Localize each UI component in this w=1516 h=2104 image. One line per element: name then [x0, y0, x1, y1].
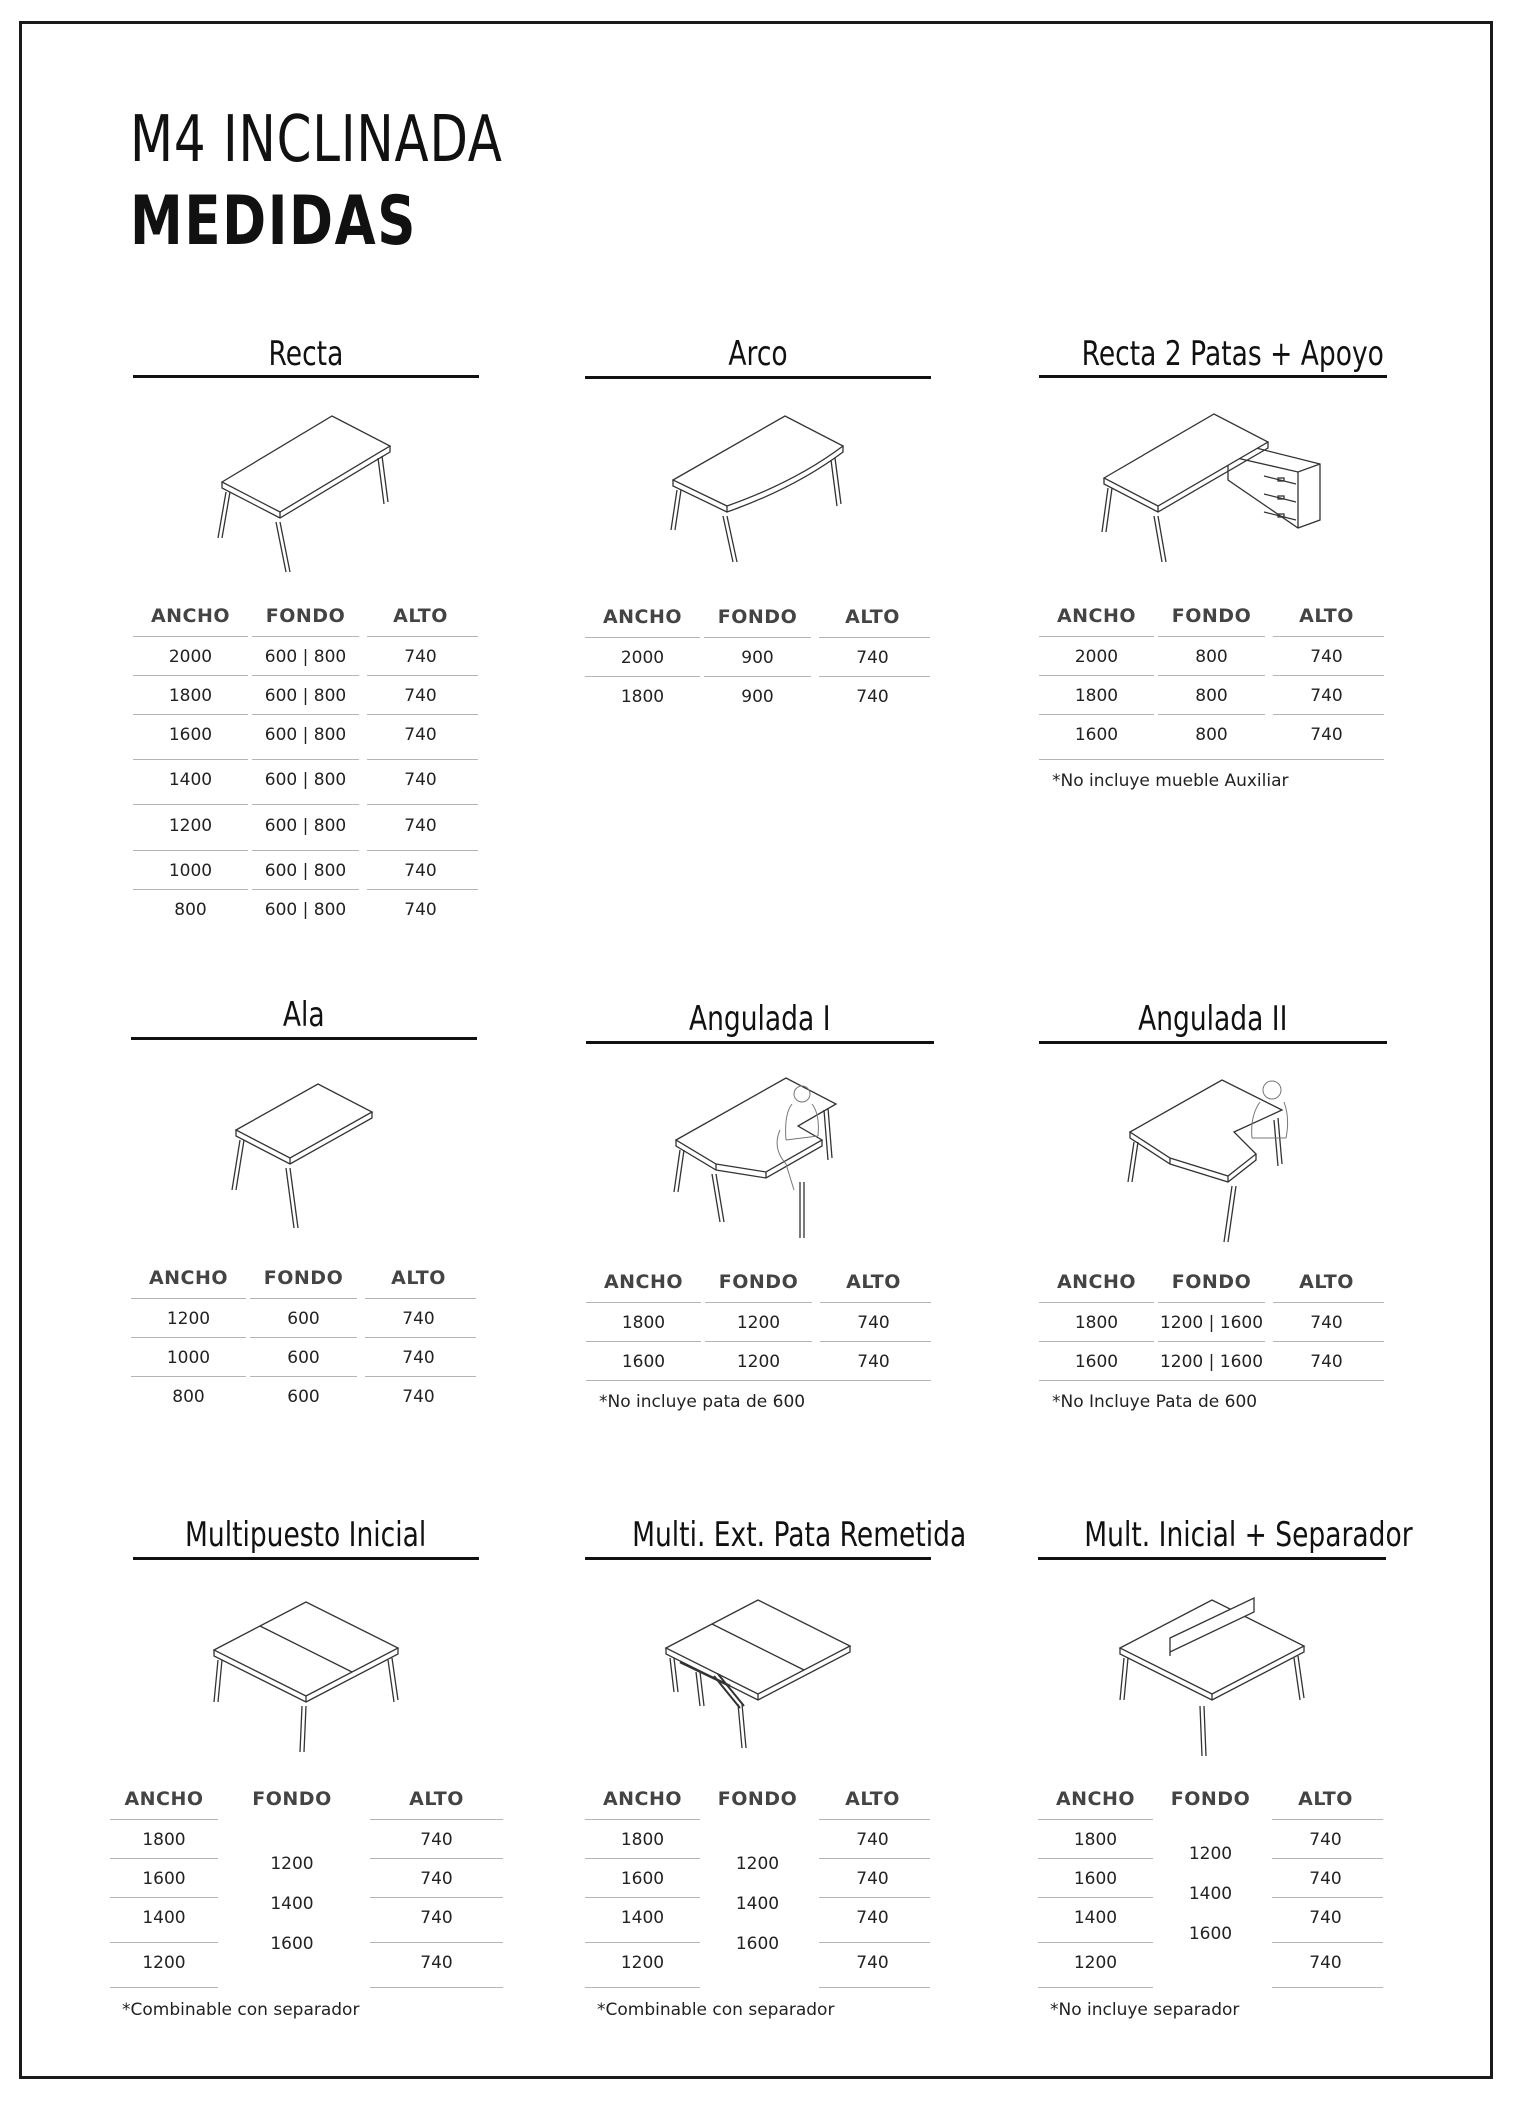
table-cell: 740 [404, 861, 437, 881]
note-angulada-ii: *No Incluye Pata de 600 [1052, 1392, 1258, 1412]
table-cell: 600 | 800 [264, 686, 347, 706]
desk-multipuesto-inicial-drawing [208, 1598, 408, 1758]
section-title-angulada-ii: Angulada II [1138, 999, 1288, 1039]
table-cell: 1600 [168, 725, 213, 745]
table-cell: 740 [856, 687, 889, 707]
section-title-multi-ext: Multi. Ext. Pata Remetida [632, 1515, 967, 1555]
col-header-fondo: FONDO [1170, 1788, 1251, 1810]
table-cell: 740 [857, 1313, 890, 1333]
table-cell: 1600 [735, 1934, 780, 1954]
table-cell: 600 | 800 [264, 770, 347, 790]
table-cell: 1400 [270, 1894, 314, 1914]
desk-recta-drawing [210, 410, 400, 575]
table-cell: 740 [420, 1953, 453, 1973]
col-header-ancho: ANCHO [602, 1788, 683, 1810]
table-cell: 800 [1195, 686, 1228, 706]
table-cell: 800 [174, 900, 207, 920]
section-rule [1039, 1041, 1387, 1044]
table-cell: 600 | 800 [264, 647, 347, 667]
desk-angulada-i-drawing [668, 1074, 868, 1244]
table-cell: 740 [856, 1908, 889, 1928]
table-cell: 600 [287, 1348, 320, 1368]
table-cell: 1800 [1074, 686, 1119, 706]
table-cell: 900 [741, 687, 774, 707]
section-rule [585, 376, 931, 379]
table-cell: 740 [857, 1352, 890, 1372]
col-header-fondo: FONDO [717, 1788, 798, 1810]
table-cell: 1200 [736, 1352, 781, 1372]
table-cell: 600 | 800 [264, 861, 347, 881]
col-header-alto: ALTO [1299, 1271, 1354, 1293]
table-cell: 740 [856, 1869, 889, 1889]
table-cell: 740 [402, 1309, 435, 1329]
section-rule [586, 1041, 934, 1044]
table-cell: 740 [404, 725, 437, 745]
table-cell: 600 | 800 [264, 816, 347, 836]
desk-apoyo-drawing [1098, 410, 1328, 570]
section-rule [585, 1557, 931, 1560]
table-cell: 1400 [620, 1908, 665, 1928]
col-header-fondo: FONDO [717, 606, 798, 628]
table-cell: 900 [741, 648, 774, 668]
table-cell: 740 [420, 1830, 453, 1850]
section-title-recta-2-patas: Recta 2 Patas + Apoyo [1081, 334, 1384, 374]
table-cell: 1600 [1188, 1924, 1233, 1944]
section-title-arco: Arco [728, 334, 788, 374]
col-header-fondo: FONDO [265, 605, 346, 627]
table-cell: 1600 [620, 1869, 665, 1889]
table-cell: 1800 [142, 1830, 186, 1850]
table-cell: 1800 [620, 687, 665, 707]
section-title-multipuesto-inicial: Multipuesto Inicial [185, 1515, 427, 1555]
table-cell: 1200 | 1600 [1159, 1352, 1264, 1372]
table-cell: 1000 [166, 1348, 211, 1368]
table-cell: 2000 [620, 648, 665, 668]
table-cell: 600 [287, 1309, 320, 1329]
table-cell: 740 [420, 1908, 453, 1928]
desk-arco-drawing [665, 410, 855, 570]
col-header-ancho: ANCHO [150, 605, 231, 627]
table-cell: 600 | 800 [264, 725, 347, 745]
table-cell: 740 [1309, 1869, 1342, 1889]
col-header-fondo: FONDO [1171, 605, 1252, 627]
table-cell: 1400 [1188, 1884, 1233, 1904]
desk-ala-drawing [228, 1078, 378, 1238]
table-cell: 740 [404, 686, 437, 706]
page-subtitle: MEDIDAS [130, 182, 417, 261]
section-title-recta: Recta [268, 334, 344, 374]
table-cell: 1800 [1073, 1830, 1118, 1850]
section-rule [131, 1037, 477, 1040]
col-header-alto: ALTO [846, 1271, 901, 1293]
section-title-ala: Ala [283, 995, 325, 1035]
table-cell: 740 [404, 770, 437, 790]
section-rule [133, 1557, 479, 1560]
section-title-angulada-i: Angulada I [689, 999, 831, 1039]
col-header-alto: ALTO [845, 606, 900, 628]
table-cell: 1000 [168, 861, 213, 881]
desk-angulada-ii-drawing [1124, 1076, 1314, 1246]
table-cell: 2000 [168, 647, 213, 667]
table-cell: 800 [1195, 725, 1228, 745]
table-cell: 1200 [168, 816, 213, 836]
table-cell: 740 [1309, 1953, 1342, 1973]
table-cell: 1400 [168, 770, 213, 790]
table-cell: 1200 [736, 1313, 781, 1333]
col-header-fondo: FONDO [263, 1267, 344, 1289]
table-cell: 1200 [620, 1953, 665, 1973]
section-rule [1038, 1557, 1386, 1560]
table-cell: 1200 | 1600 [1159, 1313, 1264, 1333]
table-cell: 740 [404, 816, 437, 836]
table-cell: 1200 [1188, 1844, 1233, 1864]
col-header-alto: ALTO [845, 1788, 900, 1810]
table-cell: 1400 [1073, 1908, 1118, 1928]
table-cell: 600 [287, 1387, 320, 1407]
desk-mult-separador-drawing [1114, 1596, 1314, 1766]
col-header-fondo: FONDO [1171, 1271, 1252, 1293]
table-cell: 1200 [270, 1854, 314, 1874]
col-header-alto: ALTO [391, 1267, 446, 1289]
col-header-ancho: ANCHO [1056, 1271, 1137, 1293]
table-cell: 1800 [1074, 1313, 1119, 1333]
note-mult-separador: *No incluye separador [1050, 2000, 1240, 2020]
table-cell: 1800 [168, 686, 213, 706]
table-cell: 800 [172, 1387, 205, 1407]
table-cell: 800 [1195, 647, 1228, 667]
col-header-ancho: ANCHO [603, 1271, 684, 1293]
note-multi-ext: *Combinable con separador [597, 2000, 835, 2020]
table-cell: 740 [856, 1830, 889, 1850]
col-header-alto: ALTO [1299, 605, 1354, 627]
col-header-ancho: ANCHO [602, 606, 683, 628]
table-cell: 1600 [270, 1934, 314, 1954]
table-cell: 1800 [620, 1830, 665, 1850]
note-multipuesto-inicial: *Combinable con separador [122, 2000, 360, 2020]
table-cell: 740 [1309, 1830, 1342, 1850]
col-header-alto: ALTO [393, 605, 448, 627]
table-cell: 740 [420, 1869, 453, 1889]
table-cell: 1400 [735, 1894, 780, 1914]
table-cell: 1600 [1074, 725, 1119, 745]
col-header-ancho: ANCHO [148, 1267, 229, 1289]
col-header-ancho: ANCHO [1056, 605, 1137, 627]
table-cell: 740 [1310, 686, 1343, 706]
table-cell: 740 [1310, 1352, 1343, 1372]
table-cell: 1800 [621, 1313, 666, 1333]
table-cell: 1400 [142, 1908, 186, 1928]
table-cell: 740 [402, 1348, 435, 1368]
table-cell: 1200 [142, 1953, 186, 1973]
table-cell: 740 [856, 1953, 889, 1973]
note-recta-2-patas: *No incluye mueble Auxiliar [1052, 771, 1289, 791]
table-cell: 1600 [621, 1352, 666, 1372]
page-title: M4 INCLINADA [130, 103, 503, 177]
table-cell: 1600 [142, 1869, 186, 1889]
page-frame [19, 21, 1493, 2079]
table-cell: 740 [856, 648, 889, 668]
note-angulada-i: *No incluye pata de 600 [599, 1392, 806, 1412]
table-cell: 600 | 800 [264, 900, 347, 920]
col-header-ancho: ANCHO [124, 1788, 204, 1810]
table-cell: 740 [1309, 1908, 1342, 1928]
table-cell: 740 [404, 900, 437, 920]
col-header-fondo: FONDO [718, 1271, 799, 1293]
col-header-fondo: FONDO [252, 1788, 332, 1810]
col-header-alto: ALTO [409, 1788, 464, 1810]
table-cell: 740 [1310, 1313, 1343, 1333]
table-cell: 740 [1310, 725, 1343, 745]
table-cell: 740 [404, 647, 437, 667]
table-cell: 2000 [1074, 647, 1119, 667]
table-cell: 1200 [166, 1309, 211, 1329]
table-cell: 740 [1310, 647, 1343, 667]
table-cell: 1600 [1074, 1352, 1119, 1372]
col-header-ancho: ANCHO [1055, 1788, 1136, 1810]
col-header-alto: ALTO [1298, 1788, 1353, 1810]
table-cell: 1200 [735, 1854, 780, 1874]
section-rule [1039, 375, 1387, 378]
section-rule [133, 375, 479, 378]
desk-multi-ext-drawing [660, 1596, 860, 1756]
table-cell: 1600 [1073, 1869, 1118, 1889]
table-cell: 1200 [1073, 1953, 1118, 1973]
table-cell: 740 [402, 1387, 435, 1407]
section-title-mult-separador: Mult. Inicial + Separador [1084, 1515, 1413, 1555]
